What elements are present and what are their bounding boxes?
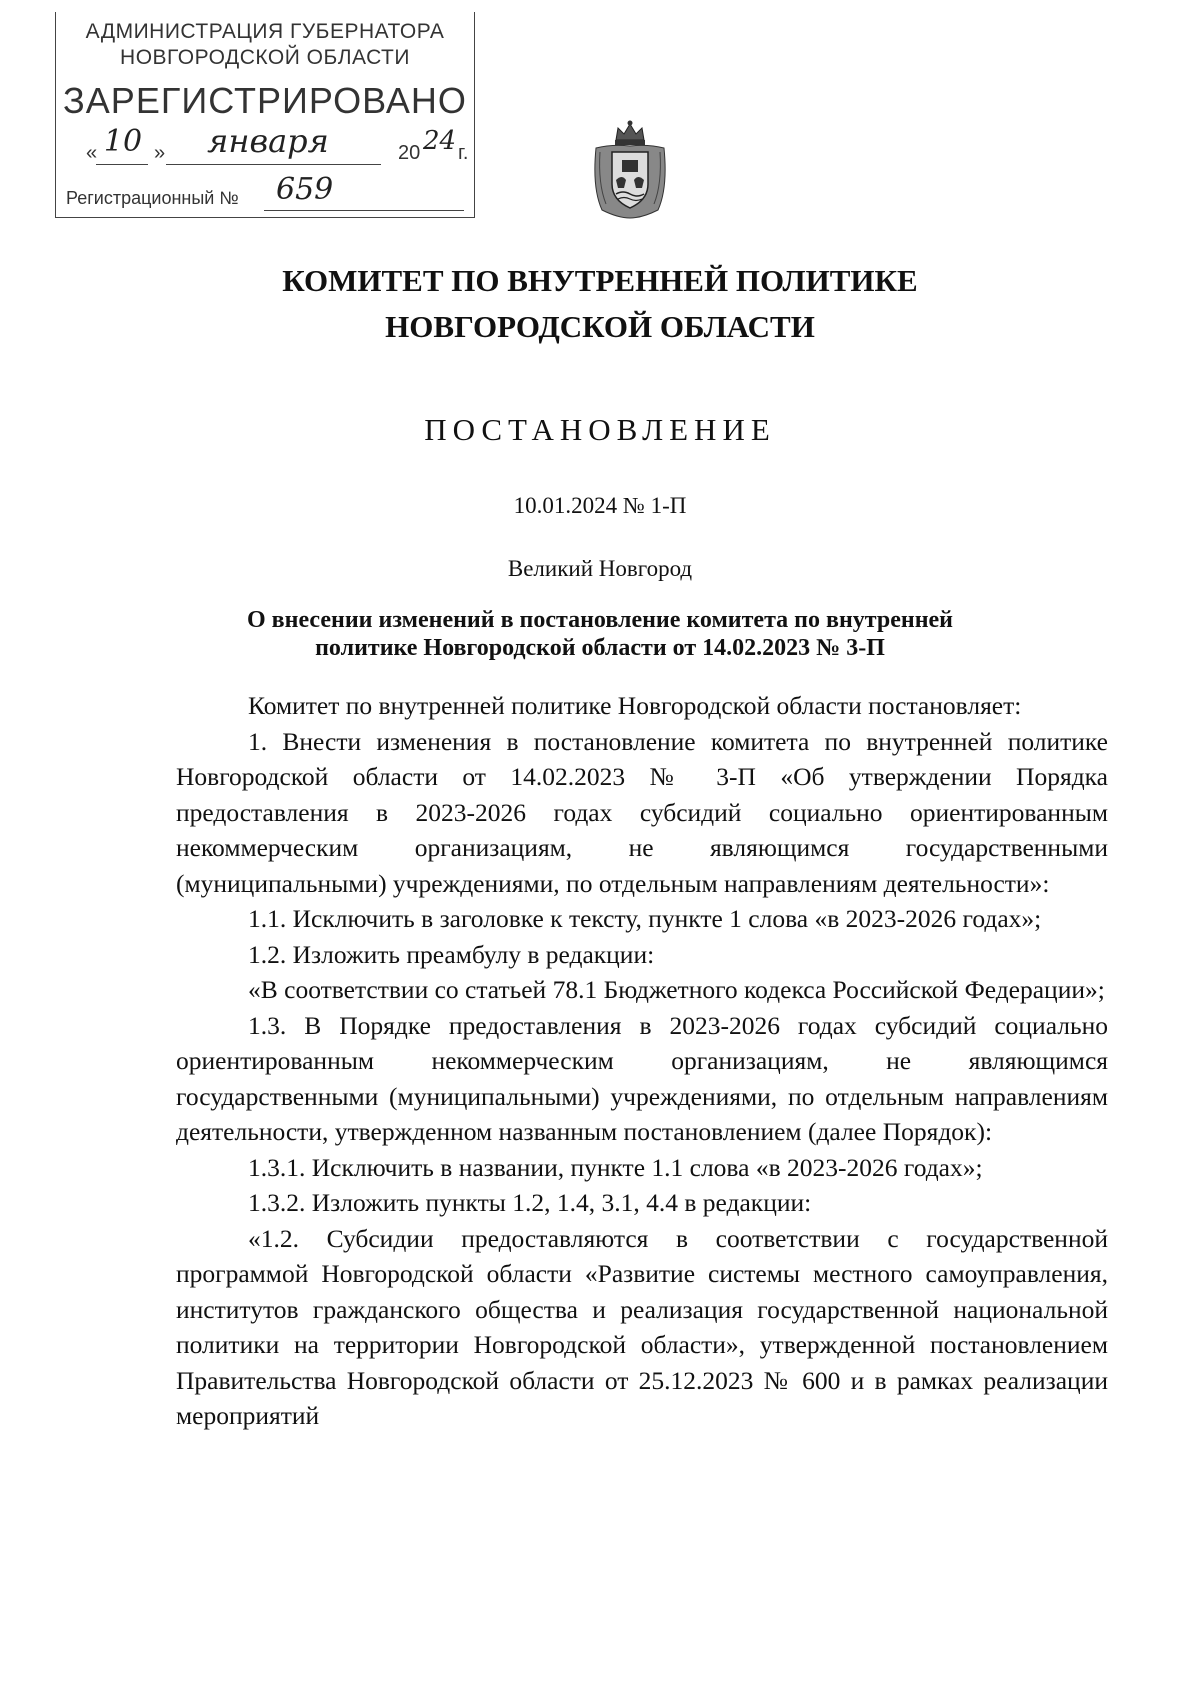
- body-paragraph: 1.3. В Порядке предоставления в 2023-2026 годах субсидий социально ориентированным некоммерческим организациям, не являющимся государственными (муниципальными) учреждениями, по отдельным направлениям деятельности, утвержденном названным постановлением (далее Порядок):: [176, 1010, 1108, 1146]
- stamp-number-underline: [264, 210, 464, 211]
- stamp-number-row: [66, 172, 464, 212]
- document-city: Великий Новгород: [507, 556, 693, 581]
- subject-line1: О внесении изменений в постановление комитета по внутренней: [247, 607, 953, 633]
- body-paragraph: Комитет по внутренней политике Новгородской области постановляет:: [248, 691, 1022, 720]
- document-type: ПОСТАНОВЛЕНИЕ: [424, 412, 776, 447]
- body-paragraph: 1.3.2. Изложить пункты 1.2, 1.4, 3.1, 4.4 в редакции:: [248, 1188, 812, 1217]
- stamp-year-handwritten: 24: [423, 126, 457, 156]
- body-paragraph: 1.2. Изложить преамбулу в редакции:: [248, 939, 655, 969]
- organization-line2: НОВГОРОДСКОЙ ОБЛАСТИ: [385, 309, 815, 344]
- document-body: [176, 688, 1108, 1434]
- document-subject: [0, 606, 1200, 662]
- stamp-year-prefix: 20: [398, 142, 421, 164]
- body-paragraph: 1. Внести изменения в постановление комитета по внутренней политике Новгородской области от 14.02.2023 № 3-П «Об утверждении Порядка предоставления в 2023-2026 годах субсидий социально ориентированным некоммерческим организациям, не являющимся государственными (муниципальными) учреждениями, по отдельным направлениям деятельности»:: [176, 726, 1108, 898]
- stamp-year-suffix: г.: [458, 142, 469, 164]
- stamp-reg-number-handwritten: 659: [276, 172, 334, 207]
- stamp-day-underline: [96, 164, 148, 165]
- body-paragraph: 1.1. Исключить в заголовке к тексту, пункте 1 слова «в 2023-2026 годах»;: [248, 904, 1042, 933]
- stamp-admin-line2: НОВГОРОДСКОЙ ОБЛАСТИ: [120, 46, 410, 69]
- subject-line2: политике Новгородской области от 14.02.2023 № 3-П: [315, 635, 885, 661]
- organization-name: [0, 258, 1200, 350]
- registration-stamp: [55, 12, 475, 218]
- stamp-close-quote: »: [154, 142, 166, 164]
- stamp-admin-line1: АДМИНИСТРАЦИЯ ГУБЕРНАТОРА: [85, 20, 445, 43]
- document-number: 10.01.2024 № 1-П: [513, 493, 687, 518]
- body-paragraph: 1.3.1. Исключить в названии, пункте 1.1 слова «в 2023-2026 годах»;: [248, 1152, 983, 1182]
- novgorod-coat-of-arms-icon: [588, 118, 672, 222]
- body-paragraph: «В соответствии со статьей 78.1 Бюджетного кодекса Российской Федерации»;: [248, 975, 1105, 1004]
- stamp-reg-label: Регистрационный №: [66, 188, 239, 208]
- stamp-month-handwritten: января: [207, 122, 329, 160]
- stamp-day-handwritten: 10: [103, 124, 143, 159]
- stamp-month-underline: [166, 164, 381, 165]
- stamp-date-row: [86, 122, 469, 166]
- body-paragraph: «1.2. Субсидии предоставляются в соответствии с государственной программой Новгородской области «Развитие системы местного самоуправления, институтов гражданского общества и реализация государственной национальной политики на территории Новгородской области», утвержденной постановлением Правительства Новгородской области от 25.12.2023 № 600 и в рамках реализации мероприятий: [176, 1223, 1108, 1430]
- stamp-open-quote: «: [86, 142, 98, 164]
- stamp-registered: ЗАРЕГИСТРИРОВАНО: [63, 80, 467, 121]
- organization-line1: КОМИТЕТ ПО ВНУТРЕННЕЙ ПОЛИТИКЕ: [282, 263, 918, 298]
